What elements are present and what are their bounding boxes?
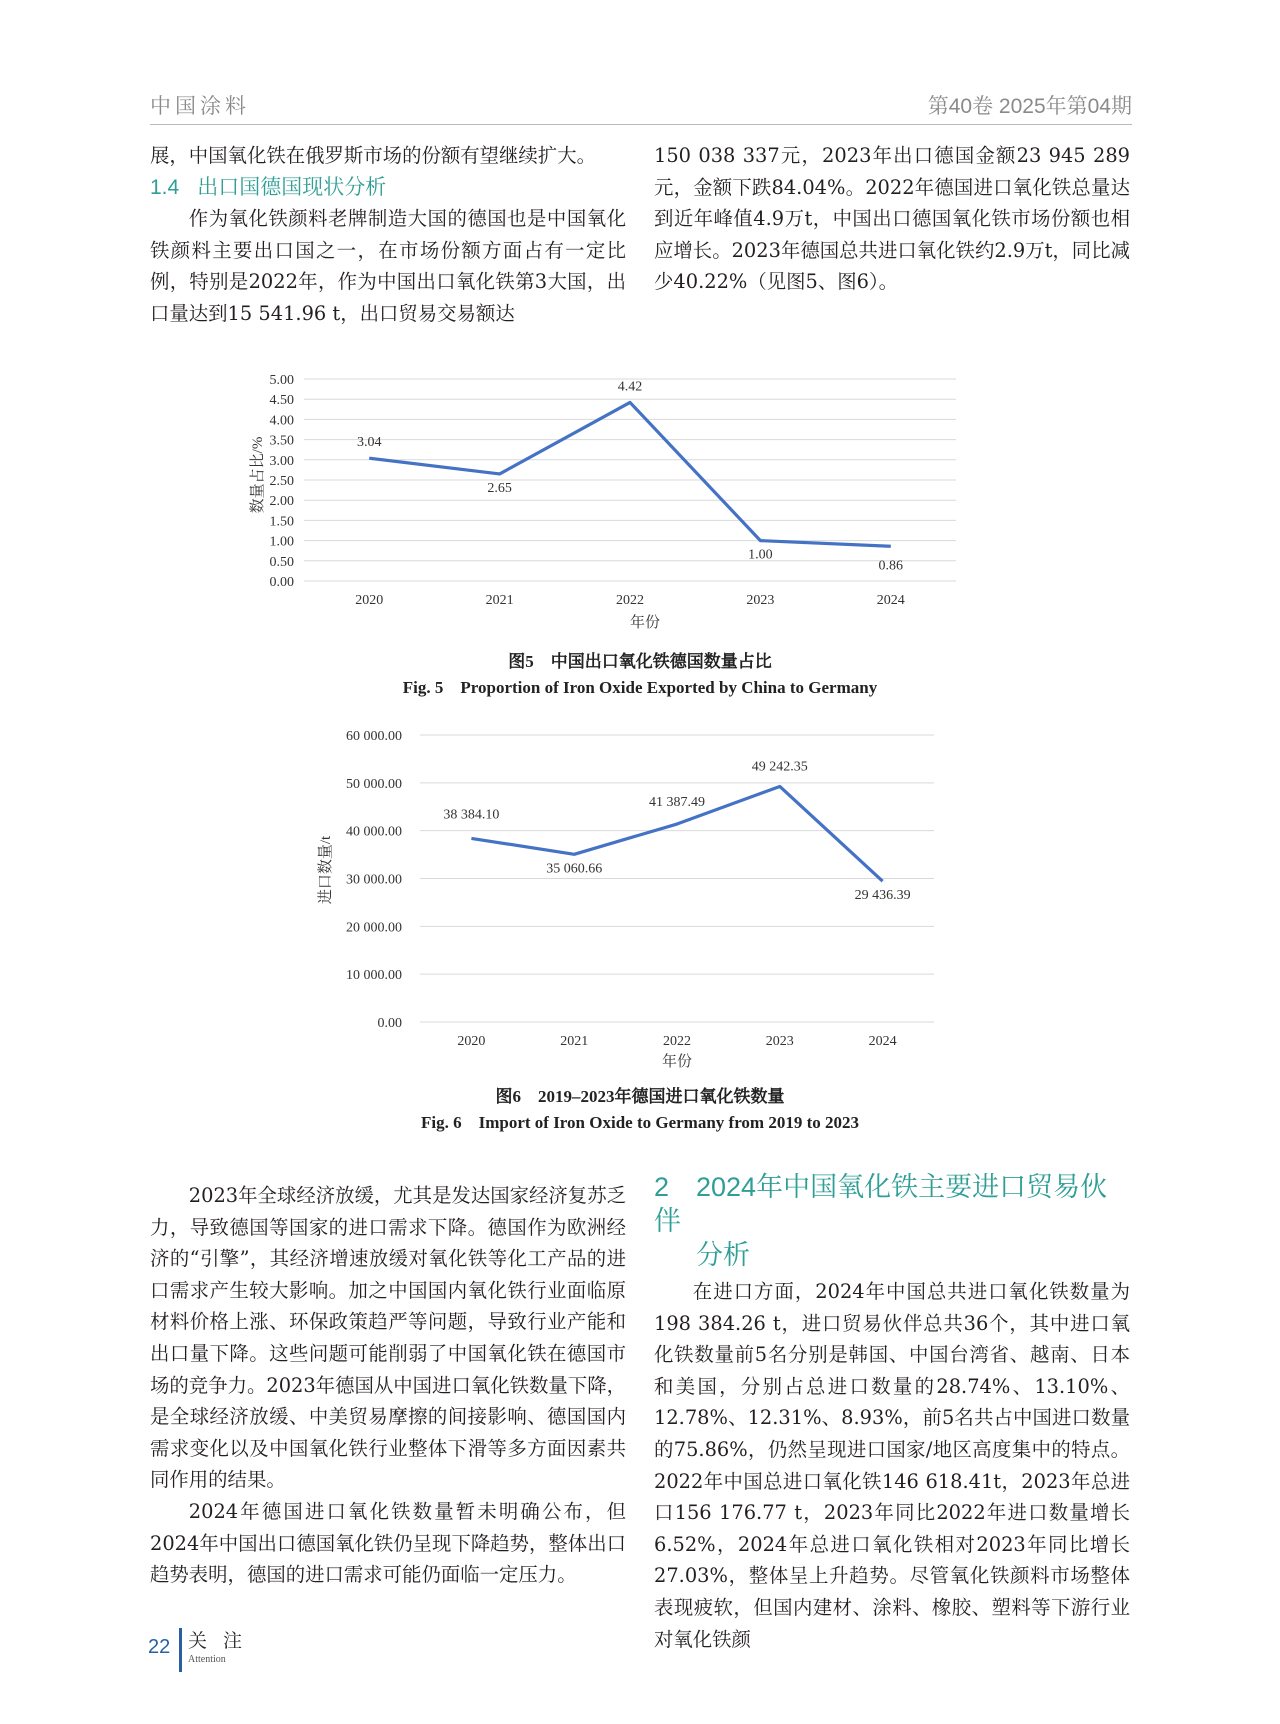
chart-y-tick-label: 4.50	[269, 393, 294, 409]
section-number: 2	[654, 1172, 670, 1202]
paragraph: 在进口方面，2024年中国总共进口氧化铁数量为198 384.26 t，进口贸易伙伴总共36个，其中进口氧化铁数量前5名分别是韩国、中国台湾省、越南、日本和美国，分别占总进口数量的28.74%、13.10%、12.78%、12.31%、8.93%，前5名共占中国进口数量的75.86%，仍然呈现进口国家/地区高度集中的特点。2022年中国总进口氧化铁146 618.41t，2023年总进口156 176.77 t，2023年同比2022年进口数量增长6.52%，2024年总进口氧化铁相对2023年同比增长27.03%，整体呈上升趋势。尽管氧化铁颜料市场整体表现疲软，但国内建材、涂料、橡胶、塑料等下游行业对氧化铁颜	[654, 1280, 1130, 1651]
chart-y-tick-label: 40 000.00	[346, 824, 402, 840]
chart-x-axis-label: 年份	[661, 1054, 693, 1070]
chart-x-tick-label: 2021	[485, 593, 514, 608]
paragraph: 作为氧化铁颜料老牌制造大国的德国也是中国氧化铁颜料主要出口国之一，在市场份额方面占有一定比例，特别是2022年，作为中国出口氧化铁第3大国，出口量达到15 541.96 t，出口贸易交易额达	[150, 207, 626, 325]
paragraph: 2023年全球经济放缓，尤其是发达国家经济复苏乏力，导致德国等国家的进口需求下降。德国作为欧洲经济的“引擎”，其经济增速放缓对氧化铁等化工产品的进口需求产生较大影响。加之中国国内氧化铁行业面临原材料价格上涨、环保政策趋严等问题，导致行业产能和出口量下降。这些问题可能削弱了中国氧化铁在德国市场的竞争力。2023年德国从中国进口氧化铁数量下降，是全球经济放缓、中美贸易摩擦的间接影响、德国国内需求变化以及中国氧化铁行业整体下滑等多方面因素共同作用的结果。	[150, 1184, 626, 1492]
chart-data-label: 2.65	[487, 480, 512, 496]
bottom-right-column	[654, 1170, 1130, 1655]
chart-y-axis-label: 进口数量/t	[318, 835, 334, 905]
chart-y-tick-label: 20 000.00	[346, 920, 402, 936]
paragraph: 展，中国氧化铁在俄罗斯市场的份额有望继续扩大。	[150, 144, 596, 167]
chart-y-tick-label: 1.50	[269, 514, 294, 530]
chart-data-label: 0.86	[878, 558, 904, 574]
chart-x-tick-label: 2022	[616, 593, 644, 608]
chart-y-tick-label: 2.50	[269, 474, 294, 489]
chart-y-tick-label: 4.00	[269, 413, 294, 429]
paragraph: 150 038 337元，2023年出口德国金额23 945 289元，金额下跌84.04%。2022年德国进口氧化铁总量达到近年峰值4.9万t，中国出口德国氧化铁市场份额也相应增长。2023年德国总共进口氧化铁约2.9万t，同比减少40.22%（见图5、图6）。	[654, 144, 1130, 294]
chart-y-tick-label: 0.00	[269, 575, 294, 590]
chart-data-label: 49 242.35	[751, 759, 808, 775]
section-title-line2: 分析	[696, 1240, 750, 1270]
chart-data-label: 35 060.66	[546, 861, 603, 877]
chart-y-tick-label: 5.00	[269, 373, 294, 388]
chart-y-tick-label: 30 000.00	[346, 872, 402, 888]
chart-y-tick-label: 2.00	[269, 494, 294, 510]
chart-y-tick-label: 1.00	[269, 534, 294, 550]
chart-data-label: 3.04	[356, 435, 382, 451]
chart-data-label: 29 436.39	[854, 888, 911, 904]
figure6-caption-en: Fig. 6 Import of Iron Oxide to Germany from 2019 to 2023	[420, 1113, 860, 1132]
section-title: 出口国德国现状分析	[197, 175, 387, 199]
issue-info: 第40卷 2025年第04期	[927, 95, 1132, 118]
chart-data-label: 38 384.10	[443, 807, 500, 823]
header-divider	[150, 124, 1132, 125]
section-title-line1: 2024年中国氧化铁主要进口贸易伙伴	[654, 1172, 1108, 1236]
figure5-caption-cn: 图5 中国出口氧化铁德国数量占比	[508, 652, 772, 671]
chart-x-tick-label: 2023	[765, 1034, 794, 1049]
chart-x-tick-label: 2023	[746, 593, 775, 608]
top-right-column	[654, 140, 1130, 298]
chart-y-tick-label: 3.00	[269, 453, 294, 469]
footer-section-title: 关注	[188, 1631, 259, 1652]
chart-data-label: 1.00	[748, 547, 773, 563]
chart-x-tick-label: 2020	[457, 1034, 486, 1049]
chart-y-tick-label: 0.50	[269, 554, 294, 570]
chart-x-tick-label: 2021	[560, 1034, 589, 1049]
chart-x-axis-label: 年份	[629, 615, 661, 631]
figure6-line-chart	[300, 720, 1000, 1075]
figure5-line-chart	[240, 365, 1000, 635]
chart-x-tick-label: 2020	[355, 593, 384, 608]
chart-x-tick-label: 2022	[663, 1034, 691, 1049]
chart-y-tick-label: 60 000.00	[346, 729, 402, 744]
figure5-caption-en: Fig. 5 Proportion of Iron Oxide Exported by China to Germany	[402, 678, 878, 697]
chart-series-line	[369, 402, 891, 546]
section-number: 1.4	[150, 175, 180, 199]
chart-x-tick-label: 2024	[876, 593, 905, 608]
footer-section-subtitle: Attention	[188, 1654, 226, 1665]
chart-y-tick-label: 10 000.00	[346, 968, 402, 984]
section-heading-2	[654, 1170, 1130, 1272]
chart-x-tick-label: 2024	[868, 1034, 897, 1049]
chart-y-tick-label: 50 000.00	[346, 776, 402, 792]
paragraph: 2024年德国进口氧化铁数量暂未明确公布，但2024年中国出口德国氧化铁仍呈现下降趋势，整体出口趋势表明，德国的进口需求可能仍面临一定压力。	[150, 1499, 626, 1587]
section-heading-1-4	[150, 172, 626, 204]
chart-data-label: 4.42	[617, 379, 643, 395]
chart-y-tick-label: 3.50	[269, 433, 294, 449]
chart-data-label: 41 387.49	[649, 795, 705, 811]
bottom-left-column	[150, 1180, 626, 1591]
journal-name: 中国涂料	[150, 95, 250, 118]
page-number: 22	[148, 1636, 171, 1658]
footer-divider	[179, 1628, 182, 1672]
chart-y-axis-label: 数量占比/%	[250, 436, 266, 514]
figure6-caption-cn: 图6 2019–2023年德国进口氧化铁数量	[495, 1087, 785, 1106]
top-left-column	[150, 140, 626, 330]
chart-y-tick-label: 0.00	[377, 1016, 402, 1031]
